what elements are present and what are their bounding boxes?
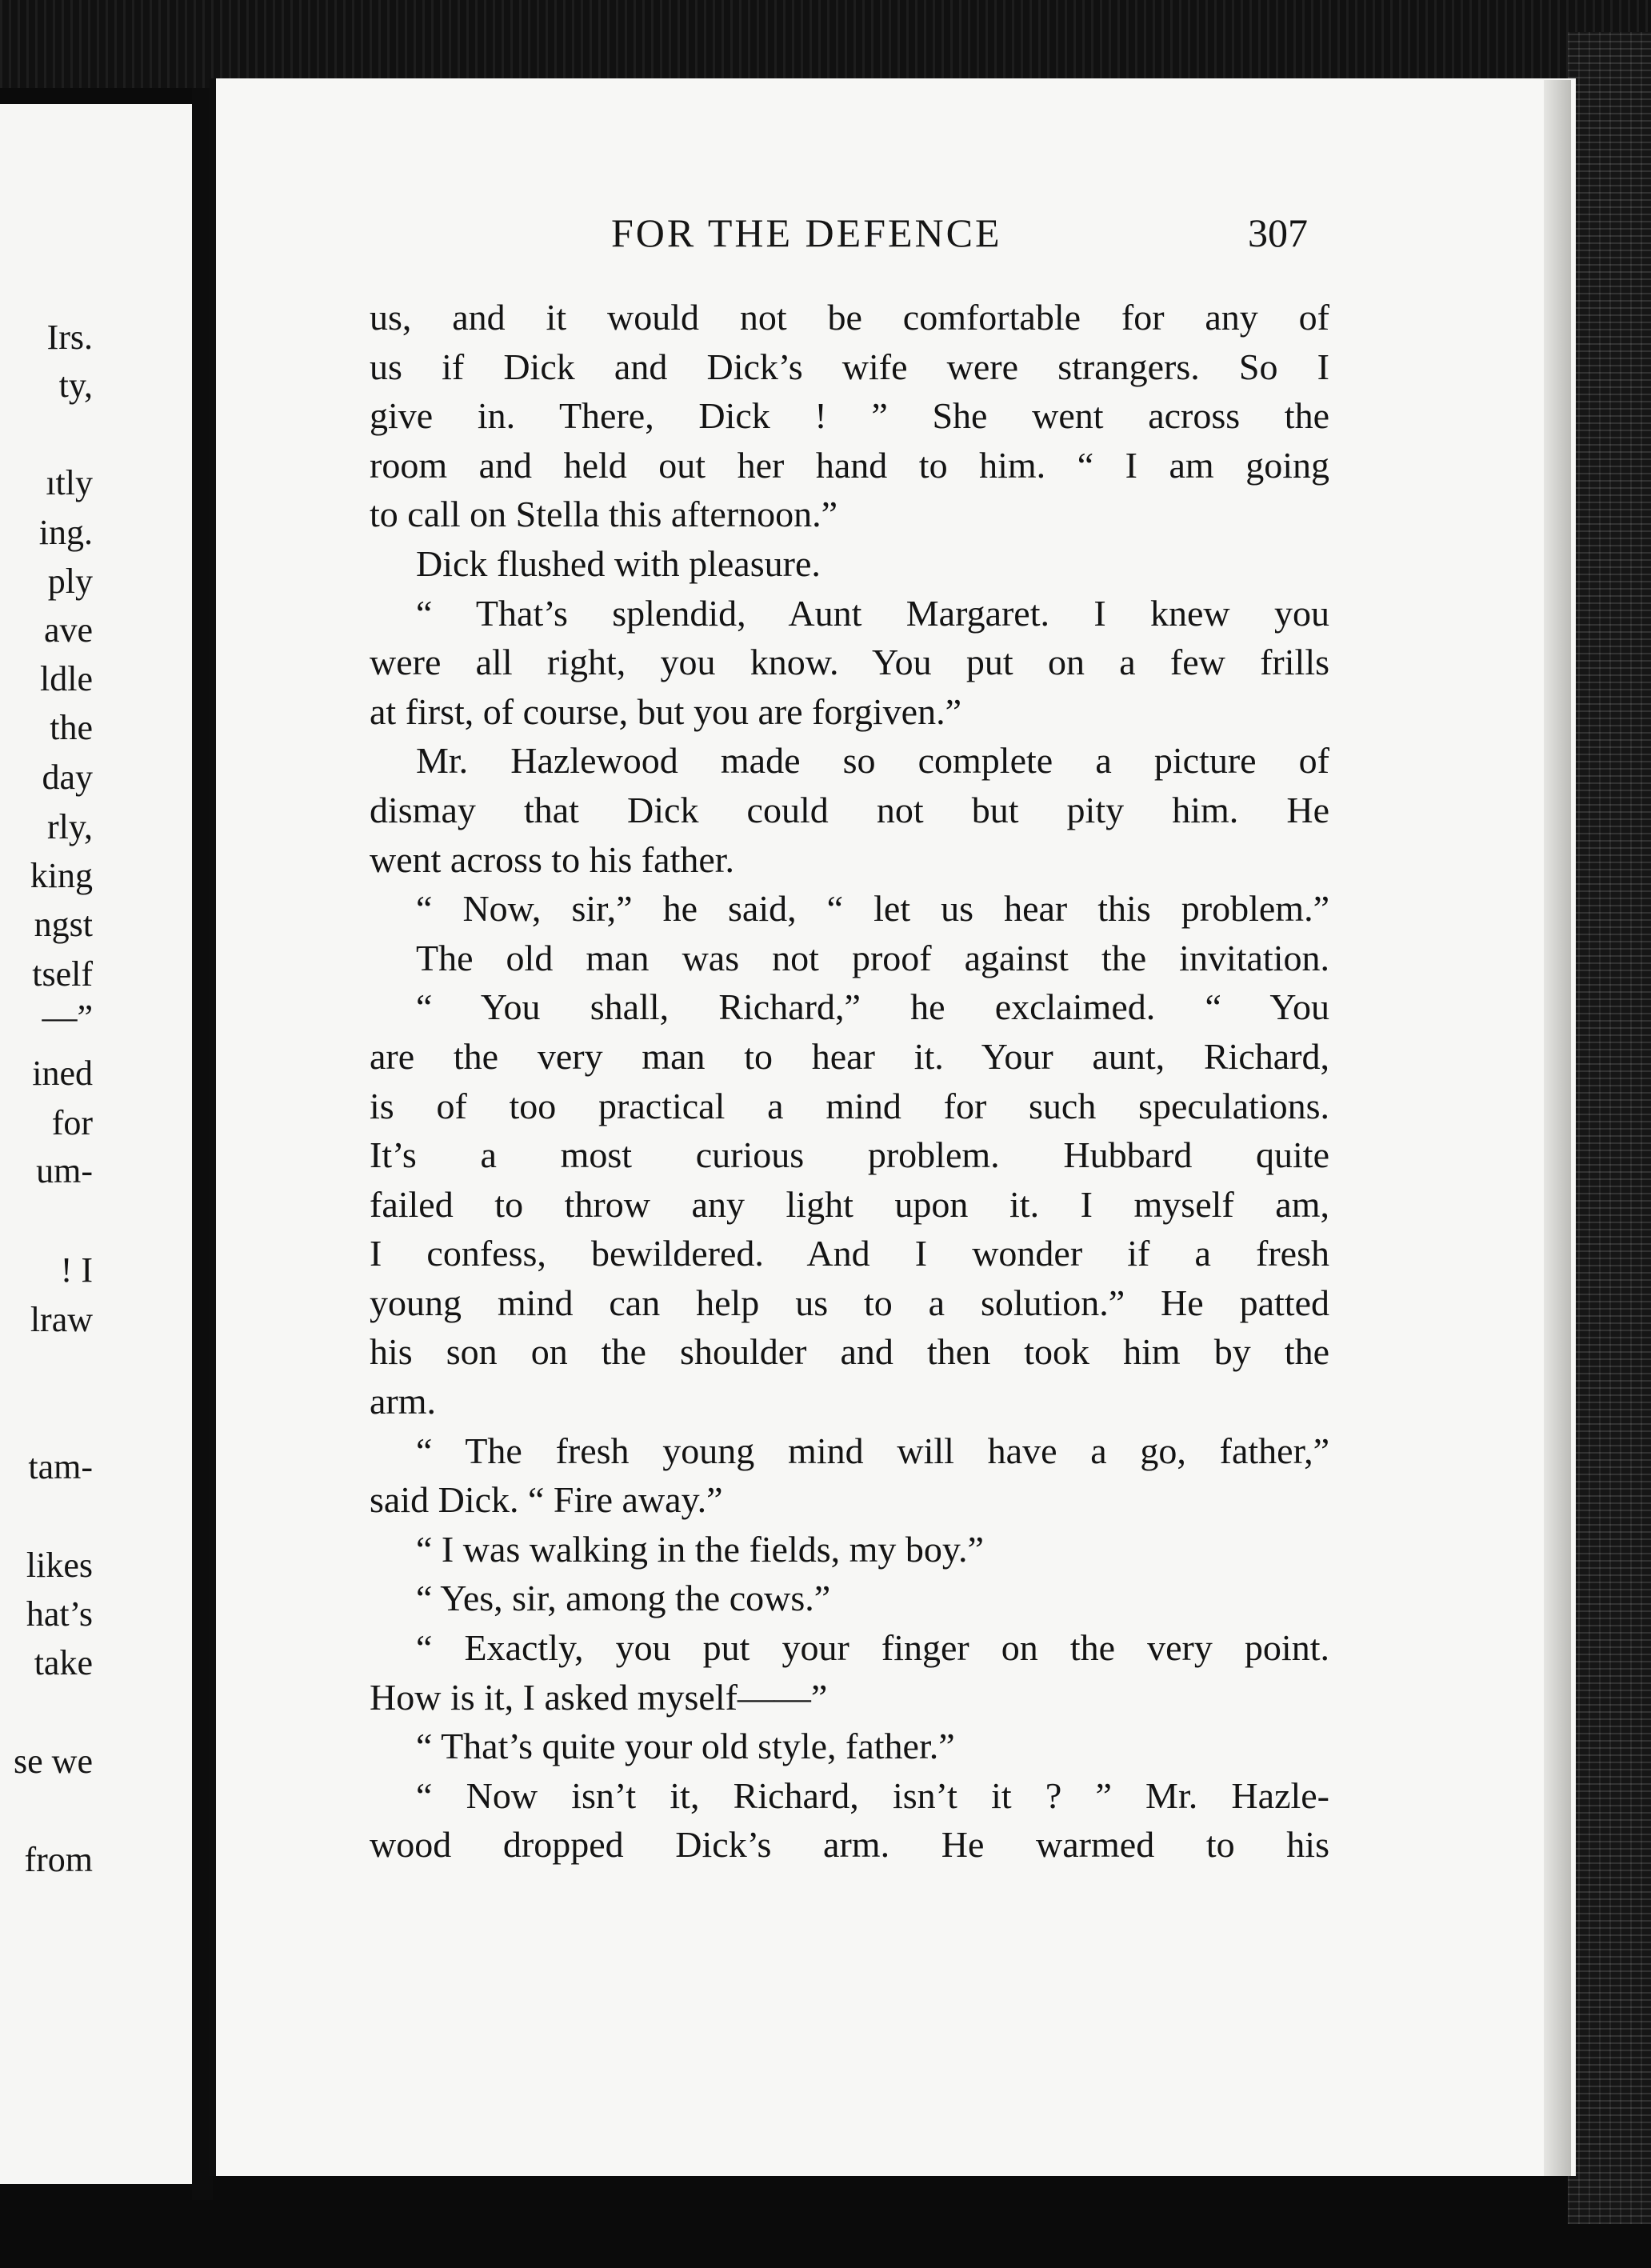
left-page-text: day <box>42 758 93 797</box>
text-line: at first, of course, but you are forgiven.” <box>370 690 962 732</box>
page-number: 307 <box>1248 210 1308 255</box>
left-page-text: from <box>24 1840 93 1879</box>
text-line: dismay that Dick could not but pity him. He <box>370 789 1329 830</box>
left-page-text: ined <box>32 1054 93 1093</box>
text-line: went across to his father. <box>370 838 735 880</box>
text-line: room and held out her hand to him. “ I am going <box>370 444 1329 486</box>
left-page-text: —” <box>42 998 93 1037</box>
left-page-text: hat’s <box>26 1594 93 1634</box>
text-line: are the very man to hear it. Your aunt, Richard, <box>370 1035 1329 1077</box>
body-text <box>370 293 1329 1870</box>
left-page-text: king <box>30 856 93 895</box>
text-line: failed to throw any light upon it. I myself am, <box>370 1183 1329 1225</box>
running-head: FOR THE DEFENCE <box>611 210 1002 255</box>
left-page-text: tself <box>32 954 93 994</box>
left-page-text: Irs. <box>46 318 93 357</box>
text-line: young mind can help us to a solution.” He patted <box>370 1282 1329 1323</box>
text-line: “ Now, sir,” he said, “ let us hear this problem.” <box>416 888 1329 930</box>
left-page-text: lraw <box>30 1300 93 1339</box>
text-line: “ The fresh young mind will have a go, father,” <box>416 1430 1329 1471</box>
text-line: us if Dick and Dick’s wife were strangers. So I <box>370 346 1329 387</box>
text-line: “ I was walking in the fields, my boy.” <box>416 1528 984 1570</box>
text-line: “ Yes, sir, among the cows.” <box>416 1578 831 1619</box>
left-page-text: rly, <box>46 807 93 846</box>
text-line: us, and it would not be comfortable for any of <box>370 297 1329 338</box>
page-curl-shadow <box>1544 80 1571 2176</box>
text-line: said Dick. “ Fire away.” <box>370 1479 723 1521</box>
left-page-text: ıtly <box>46 463 93 502</box>
text-line: is of too practical a mind for such speculations. <box>370 1085 1329 1126</box>
text-line: wood dropped Dick’s arm. He warmed to his <box>370 1824 1329 1866</box>
text-line: Mr. Hazlewood made so complete a picture of <box>416 740 1329 782</box>
text-line: “ That’s splendid, Aunt Margaret. I knew you <box>416 592 1329 634</box>
left-page-text: ldle <box>40 659 93 698</box>
text-line: I confess, bewildered. And I wonder if a fresh <box>370 1233 1329 1274</box>
text-line: arm. <box>370 1381 437 1422</box>
left-page-text: ty, <box>58 366 93 405</box>
left-page-text: um- <box>36 1151 93 1190</box>
text-line: were all right, you know. You put on a few frills <box>370 642 1329 683</box>
left-page-text: ing. <box>38 513 93 552</box>
left-page-text: likes <box>26 1546 93 1585</box>
text-line: “ You shall, Richard,” he exclaimed. “ You <box>416 986 1329 1028</box>
left-page-text: ngst <box>34 905 93 944</box>
left-page-text: ply <box>47 562 93 601</box>
left-page-fragment <box>0 104 192 2184</box>
binding-edge-top <box>0 0 1651 88</box>
text-line: Dick flushed with pleasure. <box>416 542 821 584</box>
text-line: to call on Stella this afternoon.” <box>370 494 838 535</box>
left-page-text: ! I <box>60 1250 93 1290</box>
text-line: The old man was not proof against the invitation. <box>416 937 1329 978</box>
page-edge-right <box>1568 32 1651 2224</box>
left-page-text: ave <box>43 610 93 650</box>
text-line: “ Now isn’t it, Richard, isn’t it ? ” Mr. Hazle- <box>416 1774 1329 1816</box>
text-line: “ That’s quite your old style, father.” <box>416 1726 955 1767</box>
text-line: his son on the shoulder and then took him by the <box>370 1331 1329 1373</box>
text-line: “ Exactly, you put your finger on the very point. <box>416 1627 1329 1669</box>
left-page-text: se we <box>14 1742 93 1781</box>
text-line: How is it, I asked myself——” <box>370 1676 828 1718</box>
text-line: give in. There, Dick ! ” She went across the <box>370 395 1329 437</box>
left-page-text: the <box>50 708 93 747</box>
left-page-text: tam- <box>28 1447 93 1486</box>
left-page-text: for <box>51 1103 93 1142</box>
left-page-text: take <box>34 1643 93 1682</box>
text-line: It’s a most curious problem. Hubbard quite <box>370 1134 1329 1176</box>
